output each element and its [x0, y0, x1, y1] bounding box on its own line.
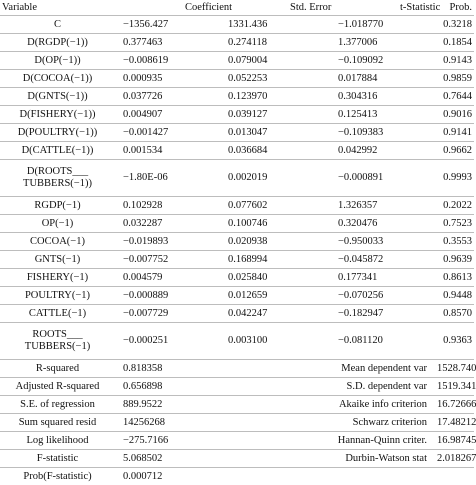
- prob-cell: 0.9859: [435, 70, 474, 88]
- stat-spacer: [220, 360, 330, 378]
- stats-row: [0, 396, 474, 414]
- prob-cell: 0.9448: [435, 287, 474, 305]
- variable-cell: D(GNTS(−1)): [0, 88, 115, 106]
- t-statistic-cell: −0.070256: [330, 287, 435, 305]
- variable-cell: GNTS(−1): [0, 251, 115, 269]
- table-header-row: [0, 0, 474, 16]
- t-statistic-cell: 0.125413: [330, 106, 435, 124]
- std-error-cell: 1331.436: [220, 16, 330, 34]
- std-error-cell: 0.123970: [220, 88, 330, 106]
- variable-cell: ROOTS___ TUBBERS(−1): [0, 323, 115, 360]
- coefficient-cell: 0.004907: [115, 106, 220, 124]
- stat-value-left: 0.000712: [115, 468, 220, 485]
- coefficient-cell: −0.000251: [115, 323, 220, 360]
- coefficient-cell: −1356.427: [115, 16, 220, 34]
- table-row: [0, 160, 474, 197]
- stat-value-right: 1528.740: [435, 360, 474, 378]
- stat-spacer: [220, 450, 330, 468]
- stat-value-right: 2.018267: [435, 450, 474, 468]
- stat-spacer: [220, 414, 330, 432]
- coefficient-cell: −0.019893: [115, 233, 220, 251]
- variable-cell: D(COCOA(−1)): [0, 70, 115, 88]
- stat-label-right: S.D. dependent var: [330, 378, 435, 396]
- t-statistic-cell: 1.326357: [330, 197, 435, 215]
- stat-value-right: 16.98745: [435, 432, 474, 450]
- stat-value-left: −275.7166: [115, 432, 220, 450]
- coefficient-cell: 0.001534: [115, 142, 220, 160]
- table-row: [0, 88, 474, 106]
- stat-label-right: [330, 468, 435, 485]
- coefficient-cell: 0.037726: [115, 88, 220, 106]
- stat-label-right: Hannan-Quinn criter.: [330, 432, 435, 450]
- prob-cell: 0.3553: [435, 233, 474, 251]
- prob-cell: 0.1854: [435, 34, 474, 52]
- stat-label-left: Log likelihood: [0, 432, 115, 450]
- table-row: [0, 215, 474, 233]
- table-row: [0, 142, 474, 160]
- header-prob: Prob.: [435, 0, 474, 16]
- std-error-cell: 0.020938: [220, 233, 330, 251]
- std-error-cell: 0.079004: [220, 52, 330, 70]
- prob-cell: 0.3218: [435, 16, 474, 34]
- coefficient-cell: −0.001427: [115, 124, 220, 142]
- stat-spacer: [220, 378, 330, 396]
- stats-row: [0, 450, 474, 468]
- stat-spacer: [220, 468, 330, 485]
- table-row: [0, 233, 474, 251]
- prob-cell: 0.9993: [435, 160, 474, 197]
- std-error-cell: 0.052253: [220, 70, 330, 88]
- stat-label-left: Prob(F-statistic): [0, 468, 115, 485]
- stat-value-left: 5.068502: [115, 450, 220, 468]
- std-error-cell: 0.168994: [220, 251, 330, 269]
- prob-cell: 0.8613: [435, 269, 474, 287]
- table-row: [0, 106, 474, 124]
- t-statistic-cell: 1.377006: [330, 34, 435, 52]
- coefficient-cell: −1.80E-06: [115, 160, 220, 197]
- variable-cell: D(CATTLE(−1)): [0, 142, 115, 160]
- std-error-cell: 0.036684: [220, 142, 330, 160]
- prob-cell: 0.9143: [435, 52, 474, 70]
- table-row: [0, 124, 474, 142]
- variable-cell: C: [0, 16, 115, 34]
- prob-cell: 0.8570: [435, 305, 474, 323]
- stat-label-left: Adjusted R-squared: [0, 378, 115, 396]
- prob-cell: 0.9639: [435, 251, 474, 269]
- stat-value-right: 1519.341: [435, 378, 474, 396]
- prob-cell: 0.9016: [435, 106, 474, 124]
- prob-cell: 0.9141: [435, 124, 474, 142]
- variable-cell: COCOA(−1): [0, 233, 115, 251]
- stat-label-left: F-statistic: [0, 450, 115, 468]
- t-statistic-cell: −0.109092: [330, 52, 435, 70]
- coefficient-cell: 0.377463: [115, 34, 220, 52]
- stat-value-left: 889.9522: [115, 396, 220, 414]
- t-statistic-cell: 0.304316: [330, 88, 435, 106]
- stat-value-left: 14256268: [115, 414, 220, 432]
- header-t-statistic: t-Statistic: [330, 0, 435, 16]
- coefficient-cell: 0.004579: [115, 269, 220, 287]
- variable-cell: RGDP(−1): [0, 197, 115, 215]
- variable-cell: D(POULTRY(−1)): [0, 124, 115, 142]
- stat-value-left: 0.656898: [115, 378, 220, 396]
- stat-value-right: 16.72666: [435, 396, 474, 414]
- coefficient-cell: −0.000889: [115, 287, 220, 305]
- coefficient-cell: 0.000935: [115, 70, 220, 88]
- std-error-cell: 0.013047: [220, 124, 330, 142]
- t-statistic-cell: 0.017884: [330, 70, 435, 88]
- t-statistic-cell: −0.109383: [330, 124, 435, 142]
- prob-cell: 0.7523: [435, 215, 474, 233]
- t-statistic-cell: −1.018770: [330, 16, 435, 34]
- header-std-error: Std. Error: [220, 0, 330, 16]
- variable-cell: FISHERY(−1): [0, 269, 115, 287]
- table-row: [0, 70, 474, 88]
- variable-cell: D(FISHERY(−1)): [0, 106, 115, 124]
- stat-spacer: [220, 396, 330, 414]
- stat-spacer: [220, 432, 330, 450]
- t-statistic-cell: −0.000891: [330, 160, 435, 197]
- variable-cell: OP(−1): [0, 215, 115, 233]
- coefficient-cell: −0.008619: [115, 52, 220, 70]
- variable-cell: D(RGDP(−1)): [0, 34, 115, 52]
- table-row: [0, 34, 474, 52]
- stats-row: [0, 432, 474, 450]
- std-error-cell: 0.077602: [220, 197, 330, 215]
- prob-cell: 0.9662: [435, 142, 474, 160]
- table-row: [0, 287, 474, 305]
- t-statistic-cell: 0.042992: [330, 142, 435, 160]
- table-row: [0, 269, 474, 287]
- std-error-cell: 0.042247: [220, 305, 330, 323]
- stat-value-right: [435, 468, 474, 485]
- variable-cell: D(OP(−1)): [0, 52, 115, 70]
- coefficient-cell: −0.007729: [115, 305, 220, 323]
- variable-cell: POULTRY(−1): [0, 287, 115, 305]
- std-error-cell: 0.012659: [220, 287, 330, 305]
- std-error-cell: 0.002019: [220, 160, 330, 197]
- stat-label-right: Schwarz criterion: [330, 414, 435, 432]
- header-variable: Variable: [0, 0, 115, 16]
- table-row: [0, 251, 474, 269]
- stat-label-right: Akaike info criterion: [330, 396, 435, 414]
- table-row: [0, 323, 474, 360]
- table-row: [0, 305, 474, 323]
- stat-value-right: 17.48212: [435, 414, 474, 432]
- std-error-cell: 0.274118: [220, 34, 330, 52]
- t-statistic-cell: −0.081120: [330, 323, 435, 360]
- prob-cell: 0.7644: [435, 88, 474, 106]
- std-error-cell: 0.025840: [220, 269, 330, 287]
- table-row: [0, 197, 474, 215]
- header-coefficient: Coefficient: [115, 0, 220, 16]
- variable-cell: D(ROOTS___ TUBBERS(−1)): [0, 160, 115, 197]
- table-row: [0, 52, 474, 70]
- t-statistic-cell: 0.177341: [330, 269, 435, 287]
- stat-label-left: Sum squared resid: [0, 414, 115, 432]
- std-error-cell: 0.003100: [220, 323, 330, 360]
- t-statistic-cell: −0.182947: [330, 305, 435, 323]
- coefficient-cell: −0.007752: [115, 251, 220, 269]
- stat-label-left: S.E. of regression: [0, 396, 115, 414]
- prob-cell: 0.2022: [435, 197, 474, 215]
- std-error-cell: 0.100746: [220, 215, 330, 233]
- stat-label-right: Durbin-Watson stat: [330, 450, 435, 468]
- prob-cell: 0.9363: [435, 323, 474, 360]
- t-statistic-cell: −0.045872: [330, 251, 435, 269]
- stat-label-right: Mean dependent var: [330, 360, 435, 378]
- table-row: [0, 16, 474, 34]
- stat-value-left: 0.818358: [115, 360, 220, 378]
- t-statistic-cell: 0.320476: [330, 215, 435, 233]
- t-statistic-cell: −0.950033: [330, 233, 435, 251]
- std-error-cell: 0.039127: [220, 106, 330, 124]
- variable-cell: CATTLE(−1): [0, 305, 115, 323]
- stats-row: [0, 468, 474, 485]
- stat-label-left: R-squared: [0, 360, 115, 378]
- coefficient-cell: 0.102928: [115, 197, 220, 215]
- stats-row: [0, 378, 474, 396]
- stats-row: [0, 414, 474, 432]
- coefficient-cell: 0.032287: [115, 215, 220, 233]
- stats-row: [0, 360, 474, 378]
